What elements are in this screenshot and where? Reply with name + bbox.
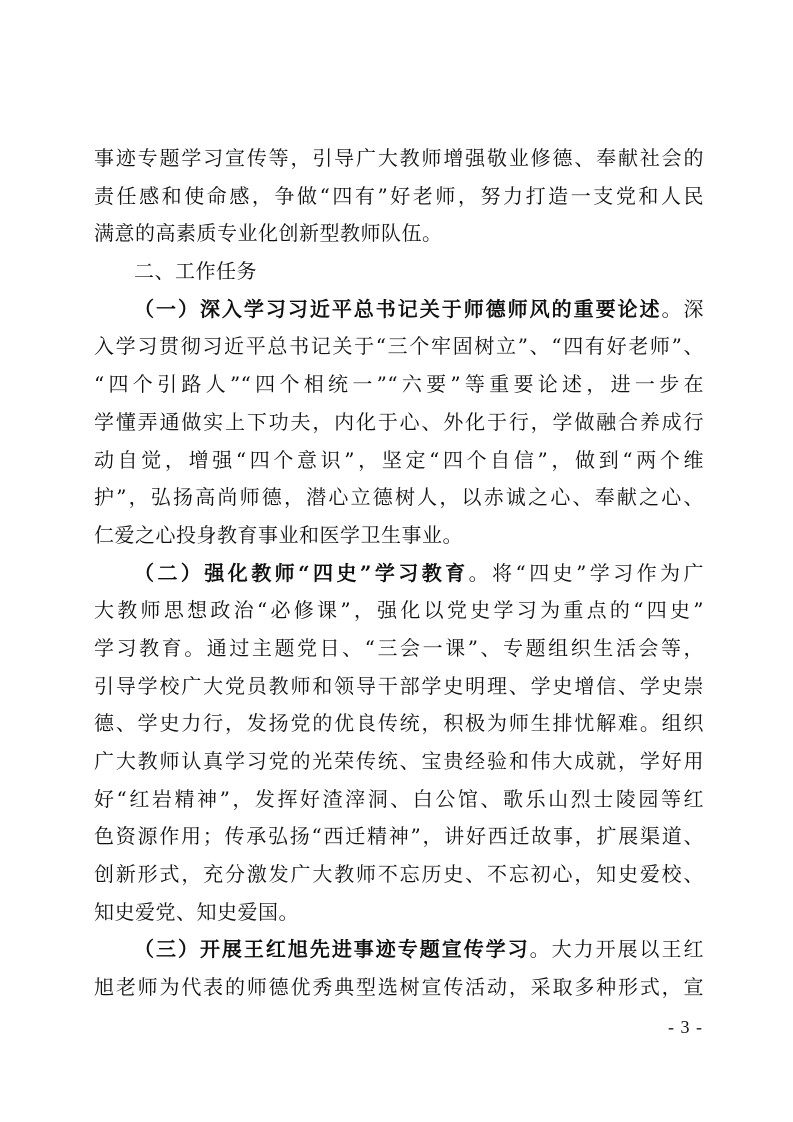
lead-continuation: 。将“四史”学习作为广 <box>468 560 705 585</box>
text-line: 旭老师为代表的师德优秀典型选树宣传活动，采取多种形式，宣 <box>94 975 704 1000</box>
text-line: 大教师思想政治“必修课”，强化以党史学习为重点的“四史” <box>94 598 704 623</box>
section-heading: 二、工作任务 <box>134 259 257 284</box>
page-number: - 3 - <box>668 1017 703 1037</box>
text-line: 事迹专题学习宣传等，引导广大教师增强敬业修德、奉献社会的 <box>94 146 704 170</box>
text-line: 满意的高素质专业化创新型教师队伍。 <box>94 221 443 246</box>
paragraph-lead-line <box>94 931 704 969</box>
body-text <box>94 140 704 1007</box>
bold-subheading: （三）开展王红旭先进事迹专题宣传学习 <box>134 937 530 962</box>
text-line: “四个引路人”“四个相统一”“六要”等重要论述，进一步在 <box>94 372 704 397</box>
text-line: 好“红岩精神”，发挥好渣滓洞、白公馆、歌乐山烈士陵园等红 <box>94 786 704 811</box>
paragraph-lead-line <box>94 555 704 593</box>
text-line: 创新形式，充分激发广大教师不忘历史、不忘初心，知史爱校、 <box>94 862 704 887</box>
text-line: 入学习贯彻习近平总书记关于“三个牢固树立”、“四有好老师”、 <box>94 334 704 359</box>
text-line: 色资源作用；传承弘扬“西迁精神”，讲好西迁故事，扩展渠道、 <box>94 824 704 849</box>
text-line: 德、学史力行，发扬党的优良传统，积极为师生排忧解难。组织 <box>94 711 704 736</box>
text-line: 护”，弘扬高尚师德，潜心立德树人，以赤诚之心、奉献之心、 <box>94 485 704 510</box>
paragraph-lead-line <box>94 291 704 329</box>
text-line: 责任感和使命感，争做“四有”好老师，努力打造一支党和人民 <box>94 183 704 208</box>
text-line: 动自觉，增强“四个意识”，坚定“四个自信”，做到“两个维 <box>94 447 704 472</box>
text-line: 学习教育。通过主题党日、“三会一课”、专题组织生活会等， <box>94 635 704 660</box>
text-line: 引导学校广大党员教师和领导干部学史明理、学史增信、学史崇 <box>94 673 704 698</box>
bold-subheading: （一）深入学习习近平总书记关于师德师风的重要论述 <box>134 296 662 321</box>
lead-continuation: 。大力开展以王红 <box>529 937 705 962</box>
text-line: 广大教师认真学习党的光荣传统、宝贵经验和伟大成就，学好用 <box>94 749 704 773</box>
text-line: 学懂弄通做实上下功夫，内化于心、外化于行，学做融合养成行 <box>94 409 704 434</box>
bold-subheading: （二）强化教师“四史”学习教育 <box>134 560 469 585</box>
lead-continuation: 。深 <box>661 296 705 321</box>
text-line: 知史爱党、知史爱国。 <box>94 899 299 924</box>
text-line: 仁爱之心投身教育事业和医学卫生事业。 <box>94 522 463 547</box>
